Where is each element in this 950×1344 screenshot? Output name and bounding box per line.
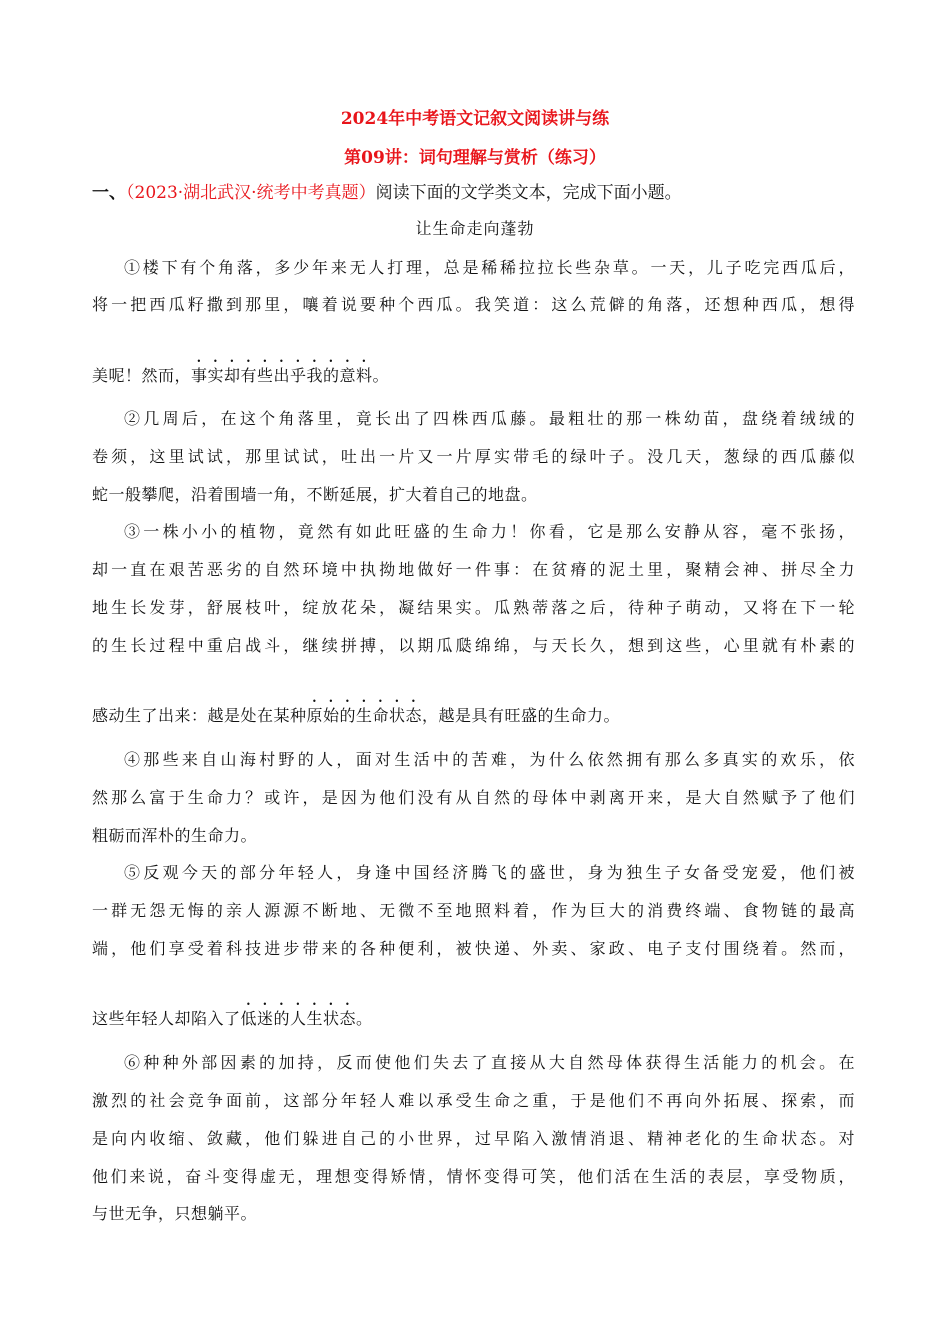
emphasized-phrase: 原始的生命状态 bbox=[306, 706, 423, 725]
paragraph-1-line-3 bbox=[92, 357, 389, 386]
paragraph-6-line-4: 他们来说，奋斗变得虚无，理想变得矫情，情怀变得可笑，他们活在生活的表层，享受物质， bbox=[92, 1167, 855, 1186]
paragraph-3-line-4: 的生长过程中重启战斗，继续拼搏，以期瓜瓞绵绵，与天长久，想到这些，心里就有朴素的 bbox=[92, 636, 855, 655]
paragraph-1-line-1: ①楼下有个角落，多少年来无人打理，总是稀稀拉拉长些杂草。一天，儿子吃完西瓜后， bbox=[124, 258, 855, 277]
question-number: 一、 bbox=[92, 183, 126, 203]
text-segment: 。 bbox=[372, 366, 390, 385]
emphasized-phrase: 低迷的人生状态 bbox=[240, 1009, 357, 1028]
text-segment: ，越是具有旺盛的生命力。 bbox=[422, 706, 621, 725]
essay-title: 让生命走向蓬勃 bbox=[415, 219, 535, 238]
paragraph-5-line-3: 端，他们享受着科技进步带来的各种便利，被快递、外卖、家政、电子支付围绕着。然而， bbox=[92, 939, 855, 958]
paragraph-6-line-2: 激烈的社会竞争面前，这部分年轻人难以承受生命之重，于是他们不再向外拓展、探索，而 bbox=[92, 1091, 855, 1110]
question-instruction: 阅读下面的文学类文本，完成下面小题。 bbox=[375, 183, 682, 203]
paragraph-3-line-1: ③一株小小的植物，竟然有如此旺盛的生命力！你看，它是那么安静从容，毫不张扬， bbox=[124, 522, 855, 541]
paragraph-5-line-1: ⑤反观今天的部分年轻人，身逢中国经济腾飞的盛世，身为独生子女备受宠爱，他们被 bbox=[124, 863, 855, 882]
paragraph-2-line-1: ②几周后，在这个角落里，竟长出了四株西瓜藤。最粗壮的那一株幼苗，盘绕着绒绒的 bbox=[124, 409, 855, 428]
paragraph-2-line-3: 蛇一般攀爬，沿着围墙一角，不断延展，扩大着自己的地盘。 bbox=[92, 485, 538, 504]
question-header bbox=[92, 178, 682, 203]
text-segment: 美呢！然而， bbox=[92, 366, 192, 385]
question-source: （2023·湖北武汉·统考中考真题） bbox=[126, 183, 376, 203]
paragraph-1-line-2: 将一把西瓜籽撒到那里，嚷着说要种个西瓜。我笑道：这么荒僻的角落，还想种西瓜，想得 bbox=[92, 295, 855, 314]
paragraph-3-line-2: 却一直在艰苦恶劣的自然环境中执拗地做好一件事：在贫瘠的泥土里，聚精会神、拼尽全力 bbox=[92, 560, 855, 579]
paragraph-6-line-5: 与世无争，只想躺平。 bbox=[92, 1204, 258, 1223]
lesson-title: 第09讲：词句理解与赏析（练习） bbox=[344, 148, 606, 168]
paragraph-5-line-2: 一群无怨无悔的亲人源源不断地、无微不至地照料着，作为巨大的消费终端、食物链的最高 bbox=[92, 901, 855, 920]
paragraph-6-line-1: ⑥种种外部因素的加持，反而使他们失去了直接从大自然母体获得生活能力的机会。在 bbox=[124, 1053, 855, 1072]
paragraph-3-line-5 bbox=[92, 697, 620, 726]
paragraph-5-line-4 bbox=[92, 1000, 373, 1029]
document-title: 2024年中考语文记叙文阅读讲与练 bbox=[340, 109, 610, 129]
paragraph-4-line-2: 然那么富于生命力？或许，是因为他们没有从自然的母体中剥离开来，是大自然赋予了他们 bbox=[92, 788, 855, 807]
paragraph-4-line-3: 粗砺而浑朴的生命力。 bbox=[92, 826, 258, 845]
paragraph-3-line-3: 地生长发芽，舒展枝叶，绽放花朵，凝结果实。瓜熟蒂落之后，待种子萌动，又将在下一轮 bbox=[92, 598, 855, 617]
emphasized-phrase: 事实却有些出乎我的意料 bbox=[191, 366, 373, 385]
paragraph-4-line-1: ④那些来自山海村野的人，面对生活中的苦难，为什么依然拥有那么多真实的欢乐，依 bbox=[124, 750, 855, 769]
text-segment: 。 bbox=[356, 1009, 373, 1028]
text-segment: 这些年轻人却陷入了 bbox=[92, 1009, 241, 1028]
paragraph-6-line-3: 是向内收缩、敛藏，他们躲进自己的小世界，过早陷入激情消退、精神老化的生命状态。对 bbox=[92, 1129, 855, 1148]
text-segment: 感动生了出来：越是处在某种 bbox=[92, 706, 307, 725]
paragraph-2-line-2: 卷须，这里试试，那里试试，吐出一片又一片厚实带毛的绿叶子。没几天，葱绿的西瓜藤似 bbox=[92, 447, 855, 466]
